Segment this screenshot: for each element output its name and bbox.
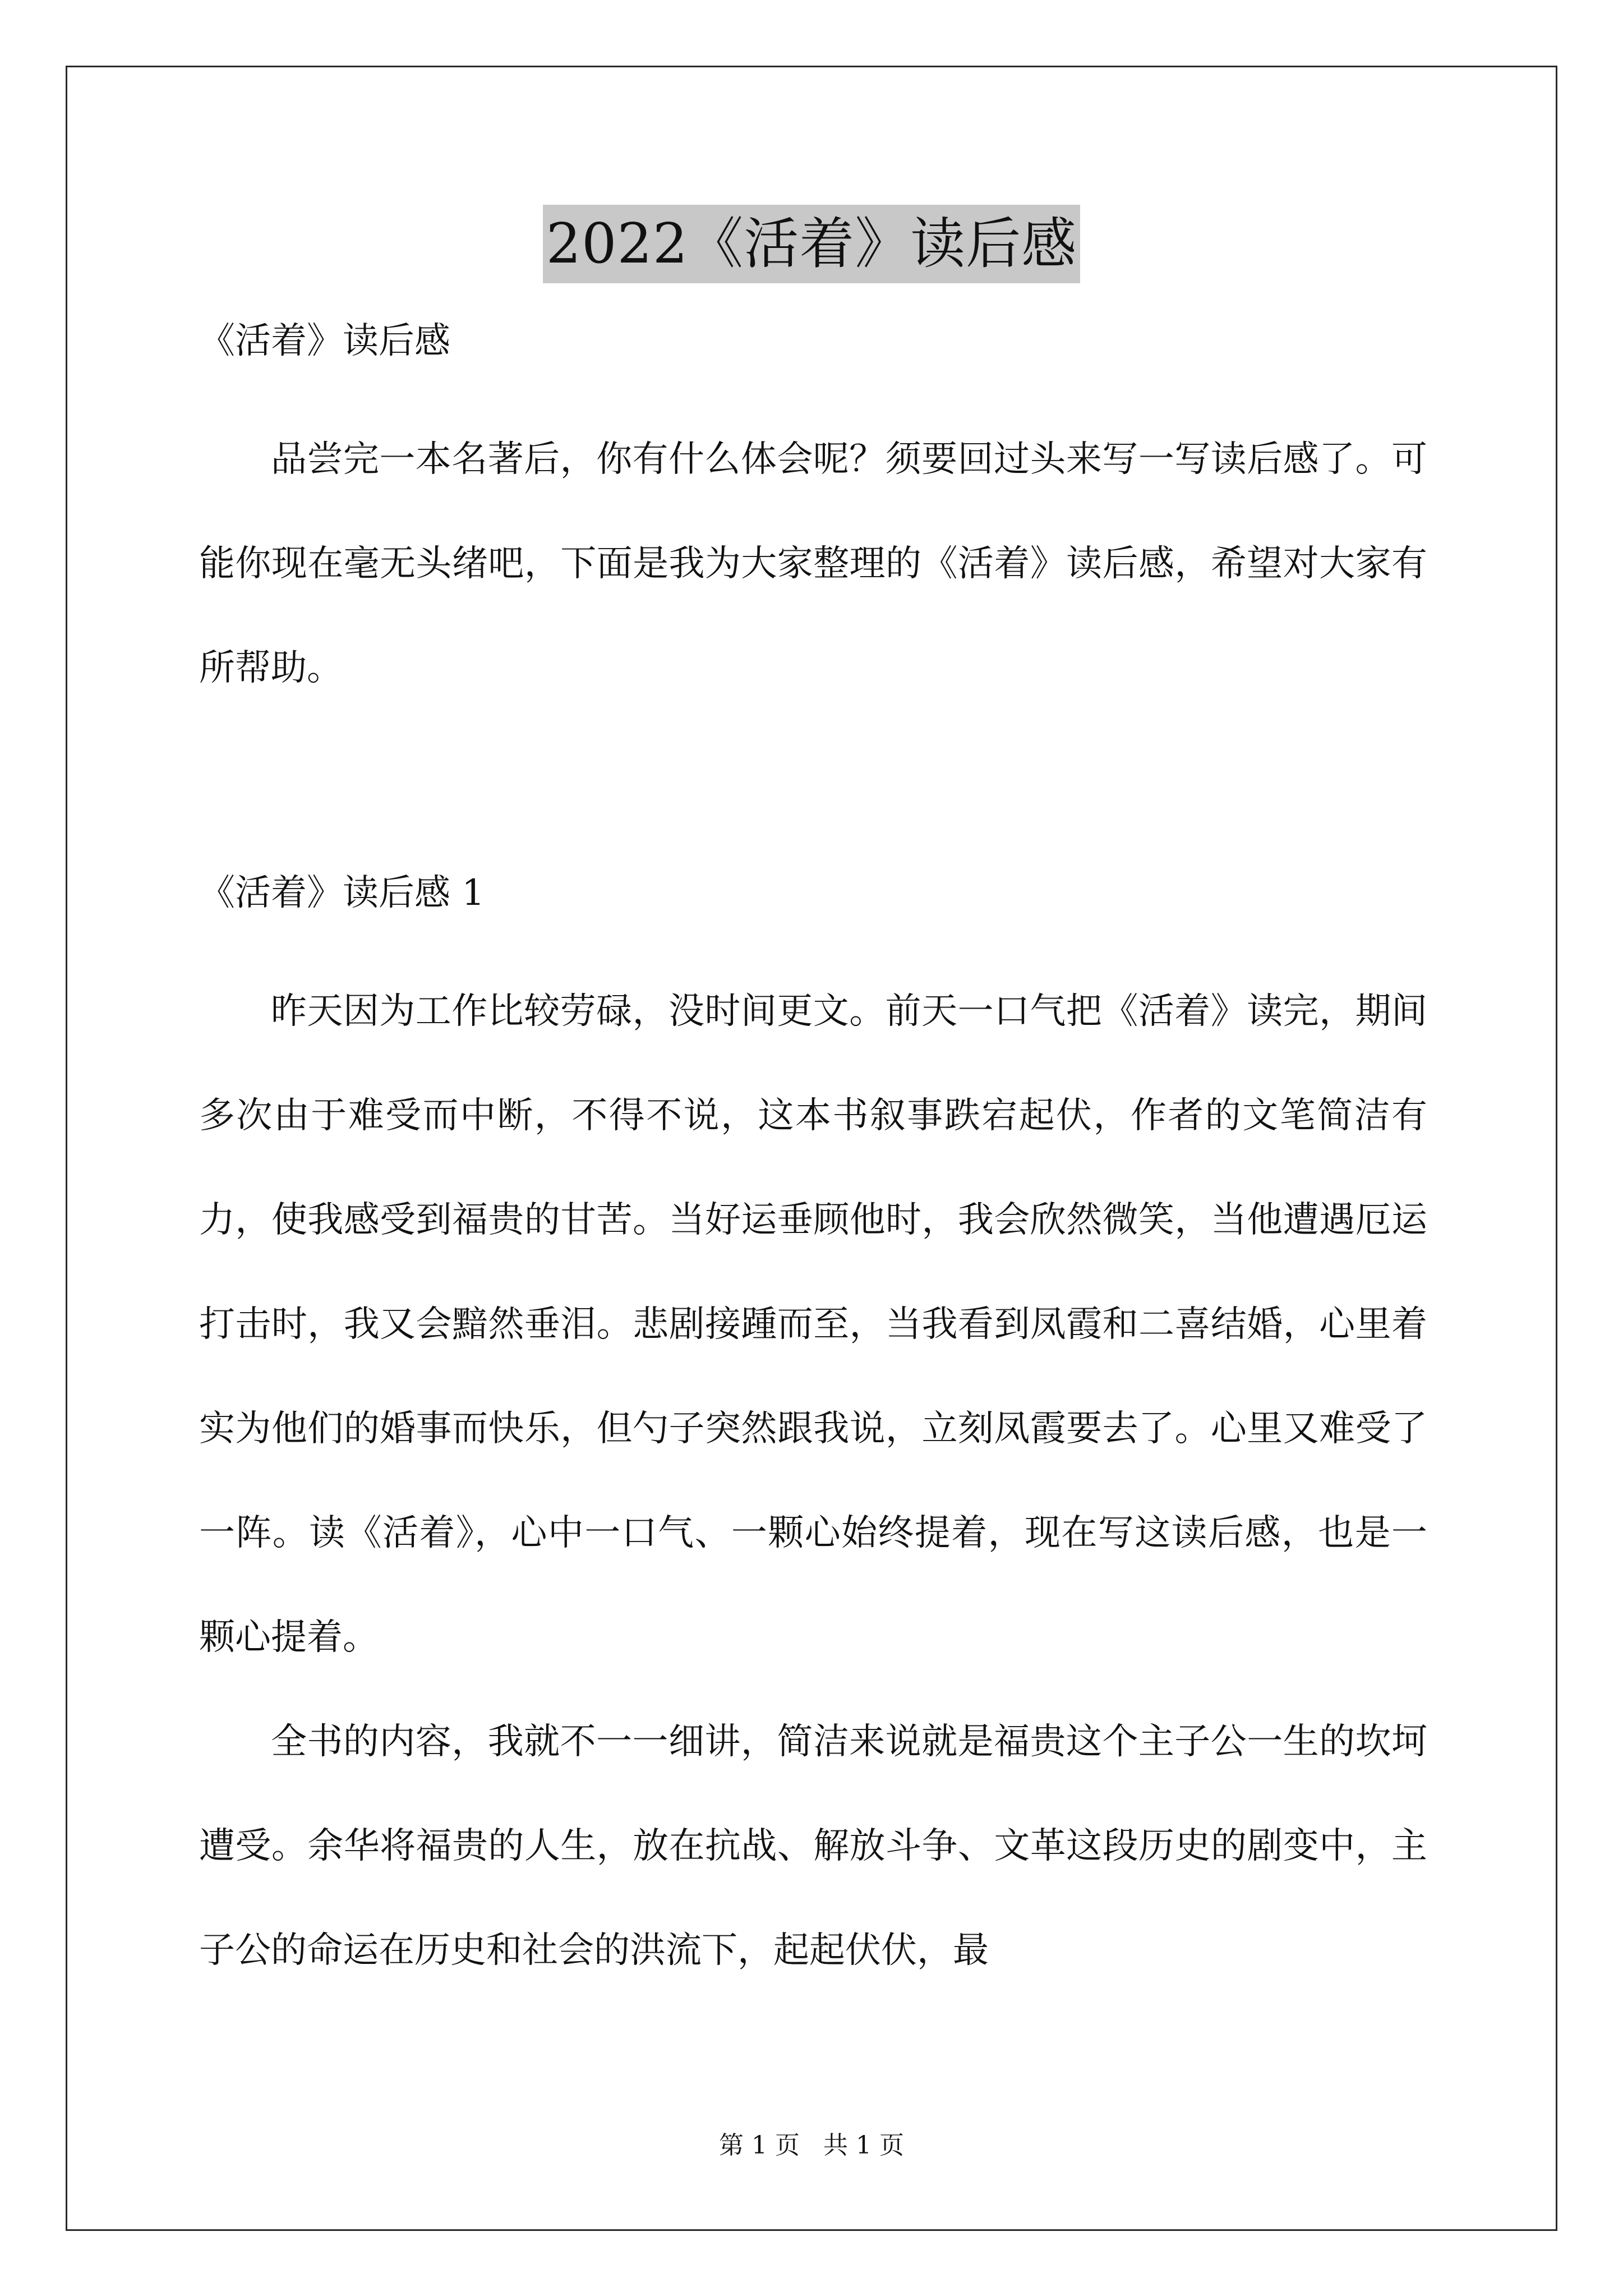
intro-paragraph: 品尝完一本名著后，你有什么体会呢？须要回过头来写一写读后感了。可能你现在毫无头绪吧，下面是我为大家整理的《活着》读后感，希望对大家有所帮助。 bbox=[199, 439, 1427, 689]
page-footer: 第 1 页 共 1 页 bbox=[719, 2131, 904, 2160]
subtitle-heading: 《活着》读后感 bbox=[199, 320, 450, 362]
document-title: 2022《活着》读后感 bbox=[543, 205, 1080, 283]
title-container bbox=[0, 205, 1623, 283]
body-paragraph-2: 全书的内容，我就不一一细讲，简洁来说就是福贵这个主子公一生的坎坷遭受。余华将福贵的人生，放在抗战、解放斗争、文革这段历史的剧变中，主子公的命运在历史和社会的洪流下，起起伏伏，最 bbox=[199, 1721, 1427, 1971]
body-paragraph-1: 昨天因为工作比较劳碌，没时间更文。前天一口气把《活着》读完，期间多次由于难受而中断，不得不说，这本书叙事跌宕起伏，作者的文笔简洁有力，使我感受到福贵的甘苦。当好运垂顾他时，我会欣然微笑，当他遭遇厄运打击时，我又会黯然垂泪。悲剧接踵而至，当我看到凤霞和二喜结婚，心里着实为他们的婚事而快乐，但勺子突然跟我说，立刻凤霞要去了。心里又难受了一阵。读《活着》，心中一口气、一颗心始终提着，现在写这读后感，也是一颗心提着。 bbox=[199, 991, 1427, 1658]
document-body bbox=[199, 314, 1427, 2003]
section-heading: 《活着》读后感 1 bbox=[199, 872, 485, 914]
